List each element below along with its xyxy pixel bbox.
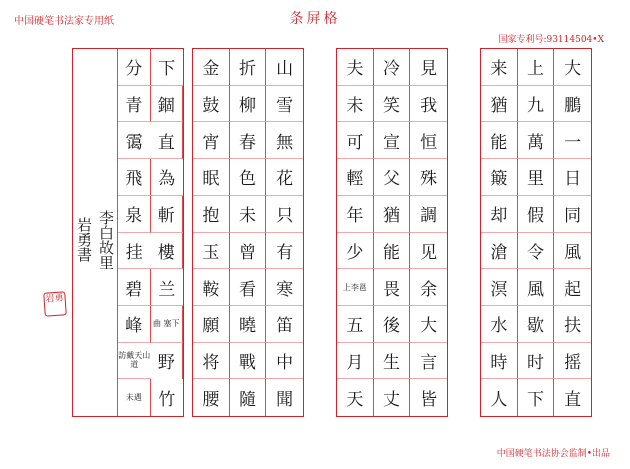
grid-cell: 宣 [374, 122, 411, 159]
red-seal-stamp [43, 291, 67, 316]
grid-cell: 天 [337, 379, 374, 416]
grid-sheet-1 [72, 48, 184, 417]
grid-cell: 寒 [266, 269, 303, 306]
grid-cell: 大 [410, 306, 447, 343]
grid-cell: 生 [374, 343, 411, 380]
grid-cell: 里 [518, 159, 555, 196]
grid-cell [337, 269, 374, 306]
grid-cell: 皆 [420, 390, 438, 411]
grid-cell: 上 [518, 49, 555, 86]
grid-cell: 飛 [118, 159, 151, 196]
grid-cell: 日 [554, 159, 591, 196]
footer-publisher: 中国硬笔书法协会监制•出品 [496, 449, 610, 459]
grid-cell: 曉 [230, 306, 267, 343]
grid-cell: 分 [118, 49, 151, 86]
poem-title-note: 上李邕 [342, 282, 367, 292]
grid-cell: 看 [230, 269, 267, 306]
grid-cell: 柳 [230, 86, 267, 123]
grid-cell: 斬 [151, 196, 184, 233]
grid-cell: 畏 [374, 269, 411, 306]
grid-cell: 余 [410, 269, 447, 306]
grid-cell: 有 [266, 233, 303, 270]
grid-cell: 同 [554, 196, 591, 233]
grid-cell-note: 未遇 [118, 379, 151, 416]
poem-title-note: 訪戴天山道 [118, 351, 151, 370]
grid-cell: 滄 [481, 233, 518, 270]
grid-cell: 鵬 [554, 86, 591, 123]
grid-cell: 冷 [374, 49, 411, 86]
grid-cell: 大 [554, 49, 591, 86]
grid-cell: 我 [410, 86, 447, 123]
grid-cell: 直 [151, 122, 184, 159]
grid-cell: 宵 [193, 122, 230, 159]
grid-cell: 殊 [410, 159, 447, 196]
grid-cell: 未 [337, 86, 374, 123]
grid-cell: 願 [193, 306, 230, 343]
grid-cell: 腰 [193, 379, 230, 416]
grid-cell: 花 [266, 159, 303, 196]
grid-cell: 父 [374, 159, 411, 196]
grid-cell: 眠 [193, 159, 230, 196]
grid-cell: 假 [518, 196, 555, 233]
grid-cell: 竹 [158, 390, 176, 411]
grid-cell: 能 [481, 122, 518, 159]
grid-cell: 後 [374, 306, 411, 343]
grid-cell: 令 [518, 233, 555, 270]
signature-column [73, 49, 118, 416]
grid-cell: 夫 [337, 49, 374, 86]
grid-cell: 峰 [118, 306, 151, 343]
grid-cell: 猶 [481, 86, 518, 123]
grid-cell: 只 [266, 196, 303, 233]
grid-cell: 时 [518, 343, 555, 380]
grid-cell: 風 [518, 269, 555, 306]
grid-cell-note: 曲 塞下 [151, 306, 184, 343]
grid-cell: 泉 [118, 196, 151, 233]
seal-text: 岩勇 [45, 293, 64, 305]
grid-cell: 未 [230, 196, 267, 233]
grid-cell: 萬 [518, 122, 555, 159]
grid-cell: 九 [518, 86, 555, 123]
grid-cell: 見 [410, 49, 447, 86]
grid-cell: 簸 [481, 159, 518, 196]
grid-cell: 曾 [230, 233, 267, 270]
grid-sheet-2 [192, 48, 304, 417]
signature-hometown: 李白故里 [97, 209, 115, 270]
grid-cell: 起 [554, 269, 591, 306]
grid-cell: 春 [230, 122, 267, 159]
grid-cell: 猶 [374, 196, 411, 233]
grid-cell: 雪 [266, 86, 303, 123]
grid-sheet-4 [480, 48, 592, 417]
grid-cell: 鞍 [193, 269, 230, 306]
grid-cell: 樓 [151, 233, 184, 270]
page-title: 条屏格 [289, 11, 341, 27]
grid-cell: 直 [564, 390, 582, 411]
grid-cell: 人 [481, 379, 518, 416]
grid-cell: 摇 [554, 343, 591, 380]
grid-cell: 一 [554, 122, 591, 159]
grid-cell: 中 [266, 343, 303, 380]
grid-cell: 色 [230, 159, 267, 196]
grid-cell: 恒 [410, 122, 447, 159]
grid-cell: 扶 [554, 306, 591, 343]
signature-name: 岩勇書 [75, 217, 93, 262]
grid-cell: 山 [266, 49, 303, 86]
grid-cell: 聞 [276, 390, 294, 411]
grid-cell: 丈 [374, 379, 411, 416]
grid-cell: 却 [481, 196, 518, 233]
grid-cell: 言 [410, 343, 447, 380]
grid-cell: 無 [266, 122, 303, 159]
grid-cell: 见 [410, 233, 447, 270]
grid-cell: 笑 [374, 86, 411, 123]
grid-cell: 金 [193, 49, 230, 86]
grid-cell: 下 [518, 379, 555, 416]
grid-cell: 隨 [230, 379, 267, 416]
grid-cell: 戰 [230, 343, 267, 380]
grid-cell: 時 [481, 343, 518, 380]
grid-cell: 錮 [151, 86, 184, 123]
grid-cell: 玉 [193, 233, 230, 270]
grid-cell: 能 [374, 233, 411, 270]
grid-cell-note [118, 343, 151, 380]
grid-cell: 碧 [118, 269, 151, 306]
grid-cell: 溟 [481, 269, 518, 306]
grid-cell: 野 [151, 343, 184, 380]
grid-cell: 歇 [518, 306, 555, 343]
grid-cell: 年 [337, 196, 374, 233]
grid-cell: 為 [151, 159, 184, 196]
grid-cell: 風 [554, 233, 591, 270]
grid-cell: 五 [337, 306, 374, 343]
grid-cell: 抱 [193, 196, 230, 233]
grid-cell: 霭 [118, 122, 151, 159]
grid-cell: 調 [410, 196, 447, 233]
header-paper-type: 中国硬笔书法家专用纸 [14, 16, 114, 27]
grid-cell: 兰 [151, 269, 184, 306]
grid-cell: 笛 [266, 306, 303, 343]
grid-cell: 輕 [337, 159, 374, 196]
grid-cell: 折 [230, 49, 267, 86]
grid-sheet-3 [336, 48, 448, 417]
grid-cell: 可 [337, 122, 374, 159]
grid-cell: 下 [151, 49, 184, 86]
patent-number: 国家专利号:93114504•X [498, 35, 604, 45]
grid-cell: 水 [481, 306, 518, 343]
grid-cell: 月 [337, 343, 374, 380]
grid-cell: 青 [118, 86, 151, 123]
grid-cell: 鼓 [193, 86, 230, 123]
grid-cell: 挂 [118, 233, 151, 270]
grid-cell: 将 [193, 343, 230, 380]
grid-cell: 少 [337, 233, 374, 270]
grid-cell: 来 [481, 49, 518, 86]
